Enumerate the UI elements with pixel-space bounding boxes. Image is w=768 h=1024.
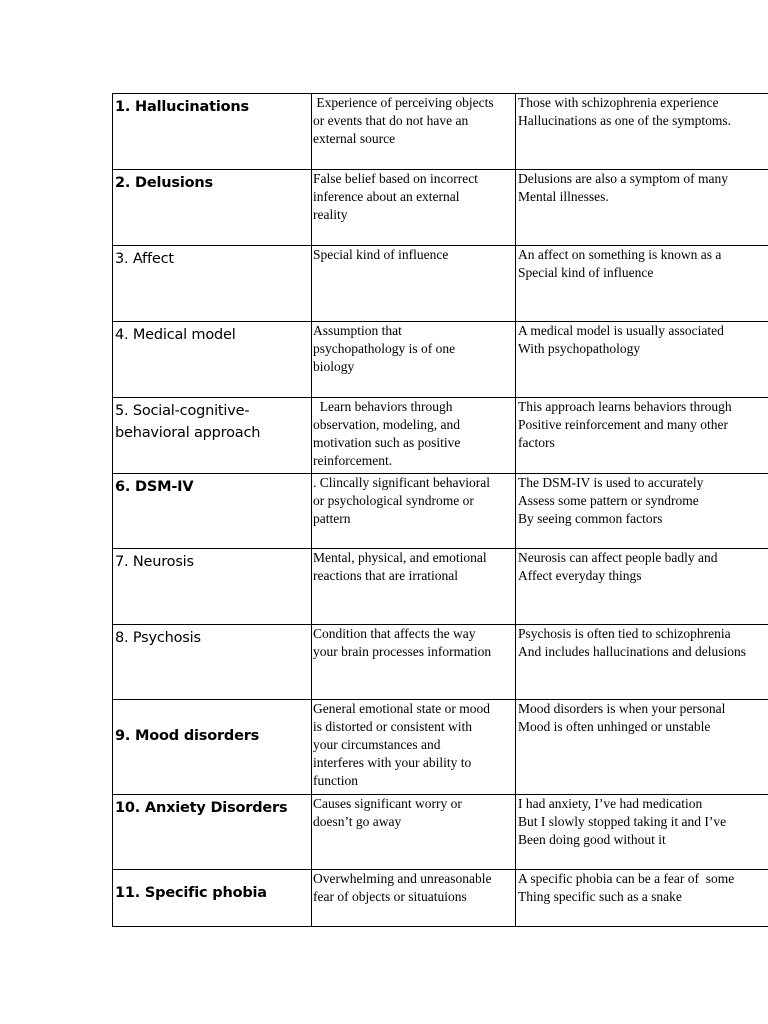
definition-text: . Clincally significant behavioral or psychological syndrome or pattern xyxy=(313,475,490,526)
definition-text: Special kind of influence xyxy=(313,247,449,262)
table-row xyxy=(113,795,768,870)
term-text: 5. Social-cognitive- behavioral approach xyxy=(115,403,261,441)
table-row xyxy=(113,94,768,170)
term-cell xyxy=(113,246,312,322)
example-cell xyxy=(516,170,768,246)
definition-cell xyxy=(312,625,516,700)
term-cell xyxy=(113,549,312,625)
term-cell xyxy=(113,322,312,398)
definition-text: Mental, physical, and emotional reactions that are irrational xyxy=(313,550,487,583)
definition-cell xyxy=(312,870,516,927)
definition-cell xyxy=(312,94,516,170)
example-cell xyxy=(516,246,768,322)
example-text: This approach learns behaviors through Positive reinforcement and many other factors xyxy=(518,399,732,450)
example-text: The DSM-IV is used to accurately Assess some pattern or syndrome By seeing common factors xyxy=(518,475,704,526)
example-text: A medical model is usually associated With psychopathology xyxy=(518,323,724,356)
term-cell xyxy=(113,700,312,795)
term-text: 6. DSM-IV xyxy=(115,479,194,495)
definition-text: Learn behaviors through observation, modeling, and motivation such as positive reinforcement. xyxy=(313,399,461,468)
term-cell xyxy=(113,474,312,549)
term-cell xyxy=(113,94,312,170)
term-text: 7. Neurosis xyxy=(115,554,194,570)
term-text: 9. Mood disorders xyxy=(115,728,260,744)
example-cell xyxy=(516,549,768,625)
example-cell xyxy=(516,322,768,398)
example-text: Those with schizophrenia experience Hallucinations as one of the symptoms. xyxy=(518,95,731,128)
definition-cell xyxy=(312,322,516,398)
table-row xyxy=(113,625,768,700)
definition-cell xyxy=(312,795,516,870)
example-cell xyxy=(516,94,768,170)
term-text: 11. Specific phobia xyxy=(115,885,267,901)
term-text: 3. Affect xyxy=(115,251,174,267)
table-row xyxy=(113,870,768,927)
definition-cell xyxy=(312,474,516,549)
definition-text: Overwhelming and unreasonable fear of objects or situatuions xyxy=(313,871,492,904)
table-row xyxy=(113,474,768,549)
term-cell xyxy=(113,625,312,700)
example-text: Mood disorders is when your personal Mood is often unhinged or unstable xyxy=(518,701,726,734)
definition-text: Causes significant worry or doesn’t go away xyxy=(313,796,462,829)
example-text: Psychosis is often tied to schizophrenia And includes hallucinations and delusions xyxy=(518,626,746,659)
term-cell xyxy=(113,170,312,246)
definition-cell xyxy=(312,246,516,322)
terms-table xyxy=(112,93,768,927)
example-cell xyxy=(516,474,768,549)
term-text: 4. Medical model xyxy=(115,327,236,343)
definition-cell xyxy=(312,398,516,474)
term-text: 2. Delusions xyxy=(115,175,213,191)
term-cell xyxy=(113,795,312,870)
example-cell xyxy=(516,795,768,870)
definition-text: General emotional state or mood is distorted or consistent with your circumstances and interferes with your ability to function xyxy=(313,701,490,788)
example-text: Delusions are also a symptom of many Mental illnesses. xyxy=(518,171,728,204)
term-text: 8. Psychosis xyxy=(115,630,201,646)
example-cell xyxy=(516,625,768,700)
definition-text: Experience of perceiving objects or events that do not have an external source xyxy=(313,95,494,146)
table-row xyxy=(113,398,768,474)
definition-text: False belief based on incorrect inference about an external reality xyxy=(313,171,478,222)
definition-text: Condition that affects the way your brain processes information xyxy=(313,626,492,659)
example-cell xyxy=(516,700,768,795)
example-text: I had anxiety, I’ve had medication But I slowly stopped taking it and I’ve Been doing good without it xyxy=(518,796,727,847)
term-cell xyxy=(113,870,312,927)
example-cell xyxy=(516,870,768,927)
definition-cell xyxy=(312,700,516,795)
example-cell xyxy=(516,398,768,474)
table-row xyxy=(113,322,768,398)
term-text: 10. Anxiety Disorders xyxy=(115,800,288,816)
example-text: A specific phobia can be a fear of some Thing specific such as a snake xyxy=(518,871,735,904)
table-row xyxy=(113,246,768,322)
term-text: 1. Hallucinations xyxy=(115,99,249,115)
example-text: Neurosis can affect people badly and Affect everyday things xyxy=(518,550,718,583)
table-row xyxy=(113,170,768,246)
table-row xyxy=(113,549,768,625)
example-text: An affect on something is known as a Special kind of influence xyxy=(518,247,722,280)
table-row xyxy=(113,700,768,795)
definition-text: Assumption that psychopathology is of one biology xyxy=(313,323,456,374)
definition-cell xyxy=(312,170,516,246)
definition-cell xyxy=(312,549,516,625)
term-cell xyxy=(113,398,312,474)
